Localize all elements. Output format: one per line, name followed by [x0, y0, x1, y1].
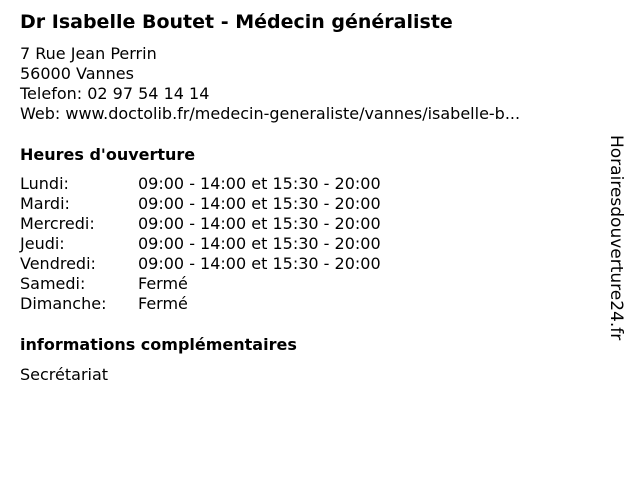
time-value: 09:00 - 14:00 et 15:30 - 20:00	[138, 174, 381, 193]
website-link[interactable]: Web: www.doctolib.fr/medecin-generaliste/vannes/isabelle-b...	[20, 104, 521, 123]
phone-number: Telefon: 02 97 54 14 14	[20, 84, 210, 103]
info-text: Secrétariat	[20, 365, 109, 384]
day-label: Mercredi:	[20, 214, 95, 233]
time-value: 09:00 - 14:00 et 15:30 - 20:00	[138, 194, 381, 213]
address-block	[20, 44, 520, 124]
site-watermark: Horairesdouverture24.fr	[606, 135, 626, 341]
hours-heading: Heures d'ouverture	[20, 145, 196, 164]
day-label: Samedi:	[20, 274, 86, 293]
street-address: 7 Rue Jean Perrin	[20, 44, 157, 63]
time-value: 09:00 - 14:00 et 15:30 - 20:00	[138, 234, 381, 253]
page-title: Dr Isabelle Boutet - Médecin généraliste	[20, 11, 453, 33]
day-label: Lundi:	[20, 174, 69, 193]
time-value: Fermé	[138, 274, 188, 293]
day-label: Vendredi:	[20, 254, 96, 273]
day-label: Jeudi:	[20, 234, 65, 253]
time-value: 09:00 - 14:00 et 15:30 - 20:00	[138, 254, 381, 273]
city-postcode: 56000 Vannes	[20, 64, 134, 83]
day-label: Mardi:	[20, 194, 70, 213]
info-heading: informations complémentaires	[20, 335, 297, 354]
time-value: Fermé	[138, 294, 188, 313]
day-label: Dimanche:	[20, 294, 107, 313]
time-value: 09:00 - 14:00 et 15:30 - 20:00	[138, 214, 381, 233]
